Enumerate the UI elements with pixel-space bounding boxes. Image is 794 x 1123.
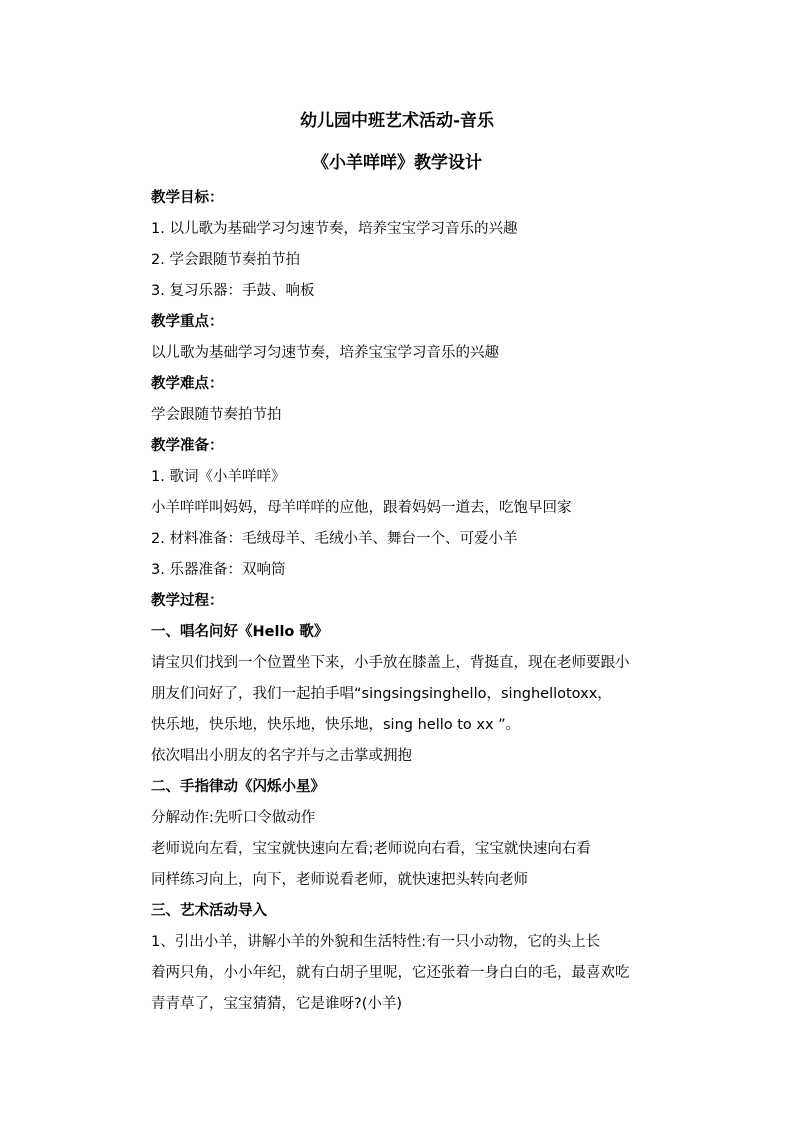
paragraph-line: 以儿歌为基础学习匀速节奏，培养宝宝学习音乐的兴趣 [151,345,499,361]
section-heading-preparation: 教学准备： [151,438,224,454]
document-subtitle: 《小羊咩咩》教学设计 [312,153,482,173]
paragraph-line: 青青草了，宝宝猜猜，它是谁呀?(小羊) [151,996,403,1012]
paragraph-line: 2. 学会跟随节奏拍节拍 [151,252,300,268]
paragraph-line: 着两只角，小小年纪，就有白胡子里呢，它还张着一身白白的毛，最喜欢吃 [151,965,630,981]
paragraph-line: 老师说向左看，宝宝就快速向左看;老师说向右看，宝宝就快速向右看 [151,841,591,857]
paragraph-line: 小羊咩咩叫妈妈，母羊咩咩的应他，跟着妈妈一道去，吃饱早回家 [151,500,572,516]
paragraph-line: 朋友们问好了，我们一起拍手唱“singsingsinghello，singhellotoxx， [151,686,612,702]
paragraph-line: 1. 歌词《小羊咩咩》 [151,469,286,485]
paragraph-line: 学会跟随节奏拍节拍 [151,407,282,423]
subsection-heading-1: 一、唱名问好《Hello 歌》 [151,624,329,640]
paragraph-line: 3. 复习乐器：手鼓、响板 [151,283,315,299]
paragraph-line: 3. 乐器准备：双响筒 [151,562,286,578]
section-heading-objectives: 教学目标： [151,190,224,206]
section-heading-difficulties: 教学难点： [151,376,224,392]
paragraph-line: 请宝贝们找到一个位置坐下来，小手放在膝盖上，背挺直，现在老师要跟小 [151,655,630,671]
paragraph-line: 2. 材料准备：毛绒母羊、毛绒小羊、舞台一个、可爱小羊 [151,531,518,547]
section-heading-key-points: 教学重点： [151,314,224,330]
document-title: 幼儿园中班艺术活动-音乐 [299,111,495,131]
paragraph-line: 分解动作:先听口令做动作 [151,810,316,826]
paragraph-line: 快乐地，快乐地，快乐地，快乐地，sing hello to xx ”。 [151,717,521,733]
paragraph-line: 1、引出小羊，讲解小羊的外貌和生活特性:有一只小动物，它的头上长 [151,934,601,950]
document-body [151,183,681,1020]
paragraph-line: 1. 以儿歌为基础学习匀速节奏，培养宝宝学习音乐的兴趣 [151,221,518,237]
section-heading-process: 教学过程： [151,593,224,609]
paragraph-line: 同样练习向上，向下，老师说看老师，就快速把头转向老师 [151,872,528,888]
paragraph-line: 依次唱出小朋友的名字并与之击掌或拥抱 [151,748,412,764]
subsection-heading-2: 二、手指律动《闪烁小星》 [151,779,325,795]
subsection-heading-3: 三、艺术活动导入 [151,903,267,919]
